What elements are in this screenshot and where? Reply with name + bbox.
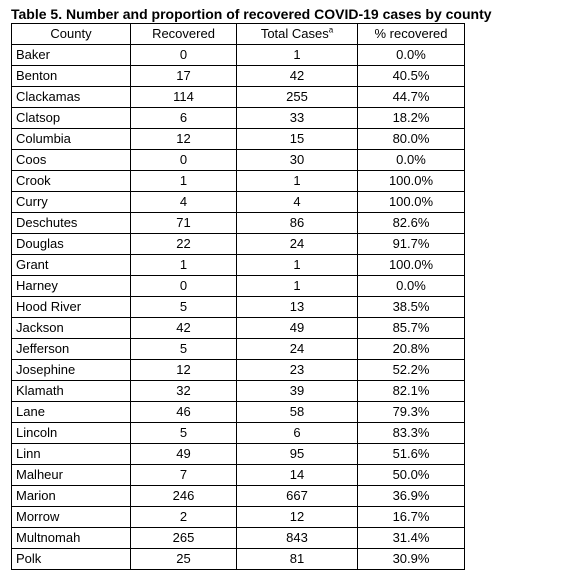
cell-percent-recovered: 79.3% [358,402,465,423]
cell-total-cases: 667 [237,486,358,507]
cell-county: Deschutes [12,213,131,234]
cell-county: Crook [12,171,131,192]
cell-total-cases: 24 [237,339,358,360]
header-county: County [12,24,131,45]
cell-percent-recovered: 52.2% [358,360,465,381]
header-total-cases [237,24,358,45]
cell-percent-recovered: 85.7% [358,318,465,339]
cell-total-cases: 1 [237,255,358,276]
table-row [12,276,465,297]
cell-total-cases: 58 [237,402,358,423]
table-row [12,423,465,444]
cell-percent-recovered: 91.7% [358,234,465,255]
header-total-cases-label: Total Cases [260,26,329,41]
cell-recovered: 71 [131,213,237,234]
cell-percent-recovered: 100.0% [358,255,465,276]
cell-percent-recovered: 82.1% [358,381,465,402]
cell-total-cases: 4 [237,192,358,213]
cell-total-cases: 843 [237,528,358,549]
footnote-marker: a [328,25,334,35]
cell-percent-recovered: 50.0% [358,465,465,486]
cell-total-cases: 255 [237,87,358,108]
cell-percent-recovered: 16.7% [358,507,465,528]
table-row [12,360,465,381]
cell-total-cases: 42 [237,66,358,87]
table-row [12,234,465,255]
cell-total-cases: 6 [237,423,358,444]
cell-county: Hood River [12,297,131,318]
cell-county: Polk [12,549,131,570]
table-row [12,297,465,318]
table-title: Table 5. Number and proportion of recovered COVID-19 cases by county [11,6,492,22]
cell-total-cases: 33 [237,108,358,129]
cell-total-cases: 81 [237,549,358,570]
cell-recovered: 12 [131,129,237,150]
table-row [12,255,465,276]
cell-percent-recovered: 83.3% [358,423,465,444]
cell-percent-recovered: 18.2% [358,108,465,129]
cell-percent-recovered: 38.5% [358,297,465,318]
table-row [12,108,465,129]
cell-percent-recovered: 51.6% [358,444,465,465]
cell-recovered: 7 [131,465,237,486]
cell-county: Clatsop [12,108,131,129]
cell-recovered: 114 [131,87,237,108]
cell-county: Grant [12,255,131,276]
cell-recovered: 5 [131,423,237,444]
cell-total-cases: 1 [237,45,358,66]
cell-percent-recovered: 0.0% [358,45,465,66]
cell-percent-recovered: 30.9% [358,549,465,570]
cell-percent-recovered: 100.0% [358,192,465,213]
cell-recovered: 265 [131,528,237,549]
cell-total-cases: 95 [237,444,358,465]
table-row [12,192,465,213]
table-row [12,465,465,486]
cell-recovered: 46 [131,402,237,423]
cell-recovered: 4 [131,192,237,213]
cell-recovered: 25 [131,549,237,570]
cell-county: Marion [12,486,131,507]
cell-percent-recovered: 31.4% [358,528,465,549]
cell-total-cases: 23 [237,360,358,381]
cell-total-cases: 1 [237,171,358,192]
cell-percent-recovered: 100.0% [358,171,465,192]
cell-recovered: 42 [131,318,237,339]
cell-county: Douglas [12,234,131,255]
table-row [12,150,465,171]
cell-recovered: 6 [131,108,237,129]
cell-county: Curry [12,192,131,213]
table-row [12,507,465,528]
cell-county: Jackson [12,318,131,339]
cell-total-cases: 15 [237,129,358,150]
cell-county: Multnomah [12,528,131,549]
cell-percent-recovered: 0.0% [358,150,465,171]
cell-recovered: 1 [131,171,237,192]
cell-total-cases: 12 [237,507,358,528]
header-percent-recovered: % recovered [358,24,465,45]
county-recovery-table [11,23,465,570]
cell-total-cases: 13 [237,297,358,318]
cell-county: Clackamas [12,87,131,108]
table-row [12,339,465,360]
cell-percent-recovered: 36.9% [358,486,465,507]
table-header-row [12,24,465,45]
cell-recovered: 5 [131,339,237,360]
cell-recovered: 1 [131,255,237,276]
cell-percent-recovered: 80.0% [358,129,465,150]
cell-total-cases: 24 [237,234,358,255]
table-row [12,171,465,192]
cell-recovered: 246 [131,486,237,507]
cell-recovered: 12 [131,360,237,381]
cell-county: Josephine [12,360,131,381]
table-row [12,213,465,234]
cell-recovered: 0 [131,150,237,171]
cell-county: Malheur [12,465,131,486]
cell-total-cases: 30 [237,150,358,171]
table-row [12,402,465,423]
cell-total-cases: 39 [237,381,358,402]
cell-total-cases: 14 [237,465,358,486]
cell-county: Lane [12,402,131,423]
cell-county: Harney [12,276,131,297]
cell-recovered: 49 [131,444,237,465]
cell-percent-recovered: 0.0% [358,276,465,297]
cell-total-cases: 49 [237,318,358,339]
cell-recovered: 0 [131,276,237,297]
table-row [12,129,465,150]
table-row [12,381,465,402]
cell-county: Columbia [12,129,131,150]
cell-percent-recovered: 40.5% [358,66,465,87]
cell-county: Coos [12,150,131,171]
cell-percent-recovered: 44.7% [358,87,465,108]
cell-recovered: 2 [131,507,237,528]
table-row [12,528,465,549]
table-row [12,549,465,570]
table-row [12,318,465,339]
cell-recovered: 5 [131,297,237,318]
cell-county: Morrow [12,507,131,528]
cell-county: Lincoln [12,423,131,444]
cell-recovered: 0 [131,45,237,66]
cell-county: Jefferson [12,339,131,360]
cell-total-cases: 86 [237,213,358,234]
cell-percent-recovered: 20.8% [358,339,465,360]
cell-county: Baker [12,45,131,66]
cell-recovered: 32 [131,381,237,402]
table-row [12,444,465,465]
cell-county: Linn [12,444,131,465]
cell-county: Klamath [12,381,131,402]
table-row [12,66,465,87]
cell-recovered: 17 [131,66,237,87]
cell-recovered: 22 [131,234,237,255]
header-recovered: Recovered [131,24,237,45]
table-row [12,45,465,66]
cell-percent-recovered: 82.6% [358,213,465,234]
cell-total-cases: 1 [237,276,358,297]
table-row [12,87,465,108]
cell-county: Benton [12,66,131,87]
table-row [12,486,465,507]
